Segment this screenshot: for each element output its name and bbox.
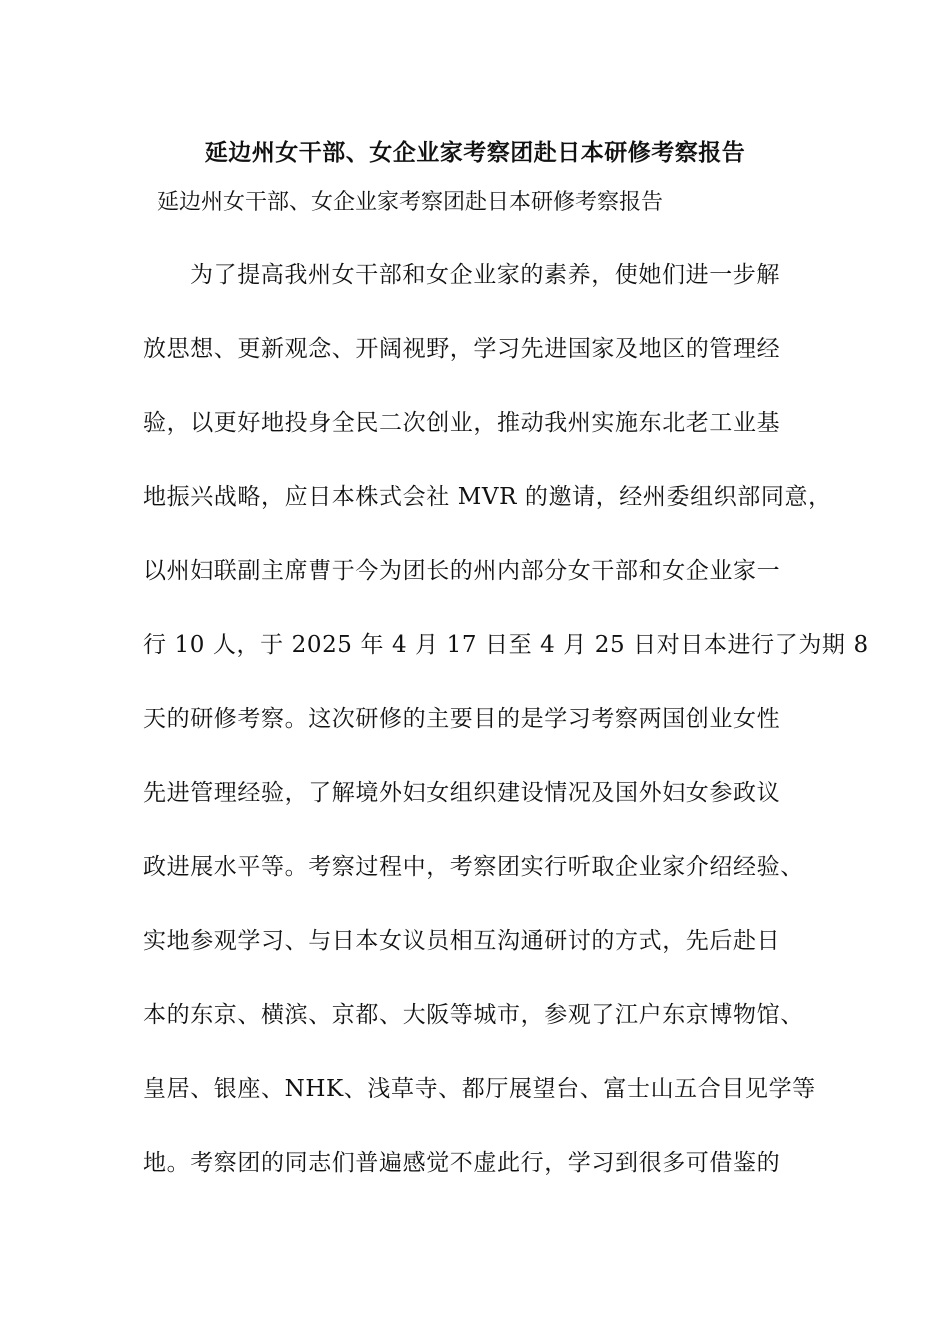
document-subtitle: 延边州女干部、女企业家考察团赴日本研修考察报告: [157, 190, 664, 215]
body-line: 为了提高我州女干部和女企业家的素养，使她们进一步解: [190, 262, 780, 288]
body-line: 行 10 人，于 2025 年 4 月 17 日至 4 月 25 日对日本进行了为期 8: [143, 632, 869, 658]
body-line: 地振兴战略，应日本株式会社 MVR 的邀请，经州委组织部同意，: [143, 484, 832, 510]
body-line: 以州妇联副主席曹于今为团长的州内部分女干部和女企业家一: [143, 558, 781, 584]
body-line: 皇居、银座、NHK、浅草寺、都厅展望台、富士山五合目见学等: [143, 1076, 816, 1102]
body-line: 地。考察团的同志们普遍感觉不虚此行，学习到很多可借鉴的: [143, 1150, 781, 1176]
body-line: 实地参观学习、与日本女议员相互沟通研讨的方式，先后赴日: [143, 928, 781, 954]
document-title: 延边州女干部、女企业家考察团赴日本研修考察报告: [204, 139, 746, 166]
body-line: 先进管理经验，了解境外妇女组织建设情况及国外妇女参政议: [143, 780, 781, 806]
body-line: 本的东京、横滨、京都、大阪等城市，参观了江户东京博物馆、: [143, 1002, 804, 1028]
body-line: 天的研修考察。这次研修的主要目的是学习考察两国创业女性: [143, 706, 781, 732]
body-line: 验，以更好地投身全民二次创业，推动我州实施东北老工业基: [143, 410, 781, 436]
body-line: 放思想、更新观念、开阔视野，学习先进国家及地区的管理经: [143, 336, 781, 362]
body-line: 政进展水平等。考察过程中，考察团实行听取企业家介绍经验、: [143, 854, 804, 880]
